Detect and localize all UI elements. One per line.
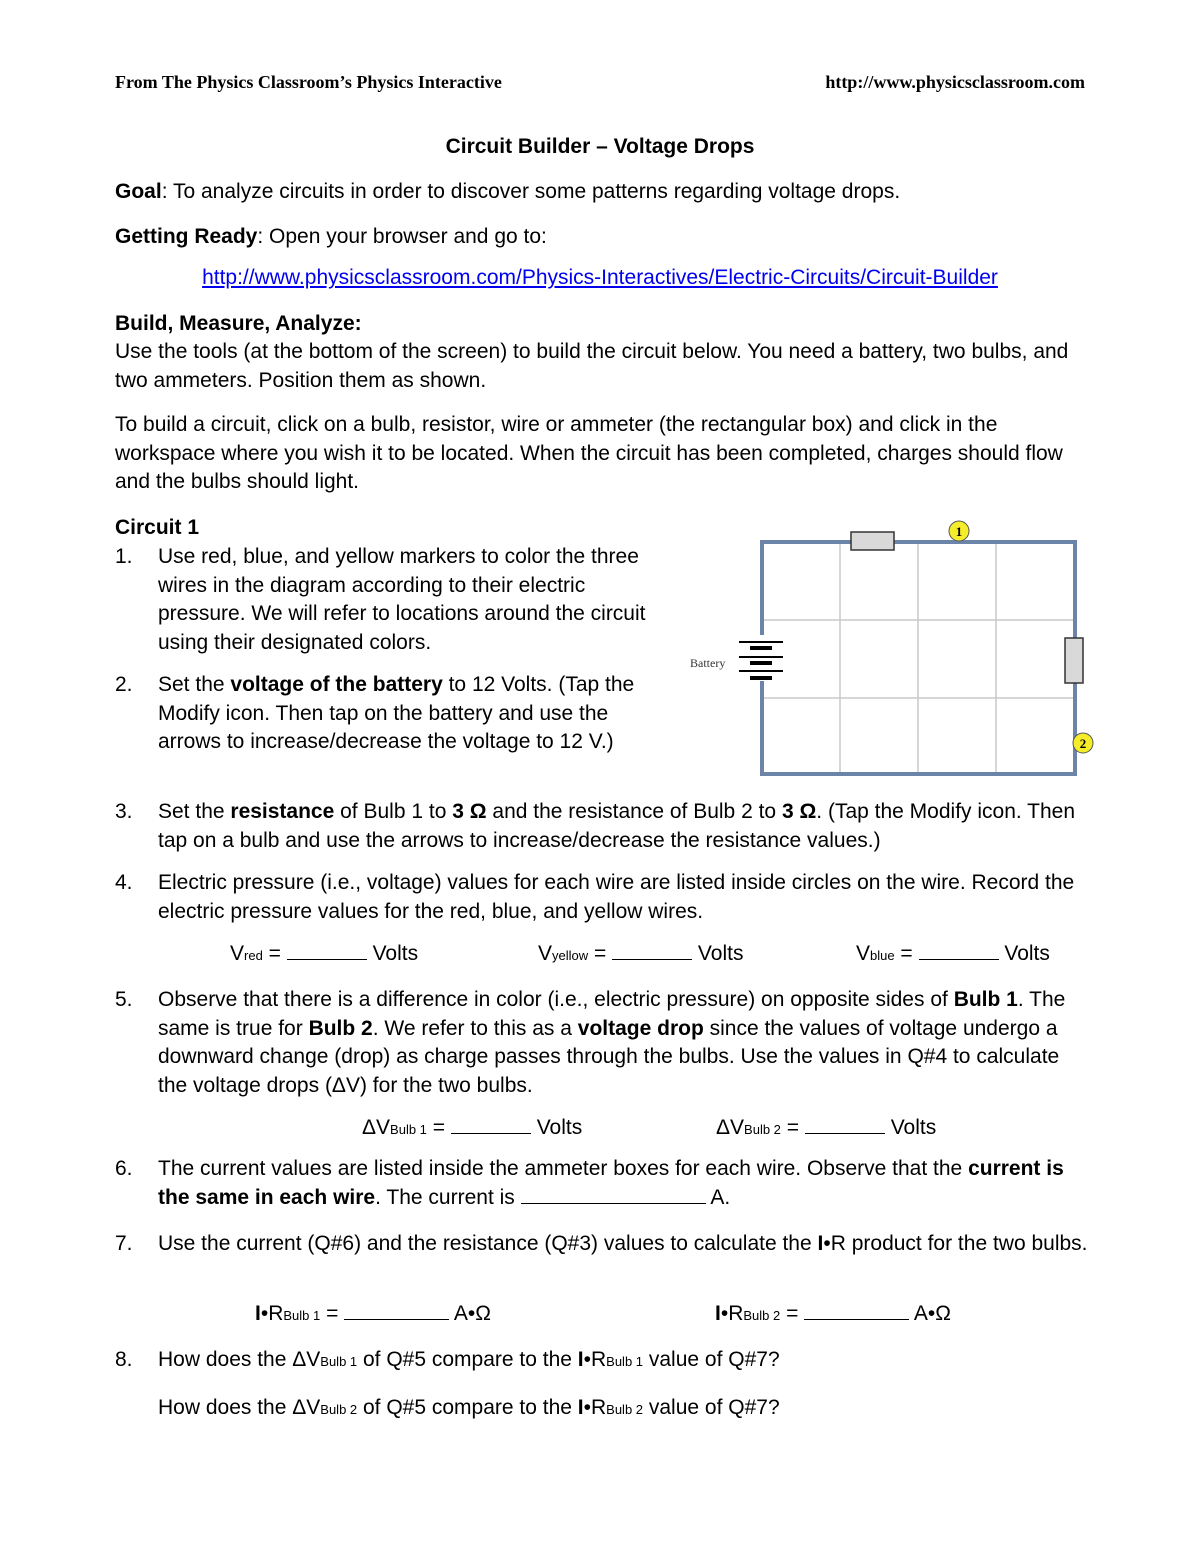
q8b-mid: of Q#5 compare to the: [357, 1396, 578, 1419]
goal-paragraph: [115, 178, 900, 207]
item-2-pre: Set the: [158, 673, 231, 696]
ir-bulb1-i: I: [255, 1302, 261, 1325]
q8b-sub: Bulb 2: [320, 1402, 358, 1417]
ir-bulb1-sub: Bulb 1: [283, 1308, 321, 1323]
v-red-eq: =: [262, 942, 287, 965]
dv-bulb2-symbol: ΔV: [716, 1116, 745, 1139]
item-5-pre: Observe that there is a difference in color (i.e., electric pressure) on opposite sides of: [158, 988, 954, 1011]
dv-bulb1-blank[interactable]: [451, 1115, 531, 1134]
v-blue-unit: Volts: [998, 942, 1050, 965]
item-4-number: 4.: [115, 871, 133, 894]
q8a-pre: How does the ΔV: [158, 1348, 321, 1371]
marker-1-label: 1: [955, 524, 963, 539]
dv-bulb1-sub: Bulb 1: [390, 1122, 427, 1137]
v-blue-blank[interactable]: [919, 941, 999, 960]
item-5-bold: Bulb 1: [953, 988, 1018, 1011]
build-heading: Build, Measure, Analyze:: [115, 312, 362, 335]
item-6-text: [158, 1155, 1093, 1212]
item-3-text: [158, 798, 1098, 855]
q8a-post: value of Q#7?: [643, 1348, 780, 1371]
v-yellow-equation: [538, 940, 743, 970]
q8a-bold: I: [577, 1348, 584, 1371]
v-blue-equation: [856, 940, 1050, 970]
item-2-bold: voltage of the battery: [230, 673, 443, 696]
item-3-bold2: 3 Ω: [452, 800, 487, 823]
item-5-post: since the values of voltage undergo a downward change (drop) as charge passes through the bulbs. Use the values in Q#4 to calculate the voltage drops (ΔV) for the two bulbs.: [158, 1016, 1060, 1097]
ir-bulb2-i: I: [715, 1302, 721, 1325]
bulb-1-component: [851, 532, 894, 550]
item-7-number: 7.: [115, 1232, 133, 1255]
ir-bulb2-unit: A•Ω: [909, 1302, 951, 1325]
dv-bulb1-symbol: ΔV: [362, 1116, 391, 1139]
goal-text: : To analyze circuits in order to discover some patterns regarding voltage drops.: [161, 180, 901, 203]
item-3-bold3: 3 Ω: [781, 800, 817, 823]
q8b-mid2: •R: [583, 1396, 607, 1419]
dv-bulb2-eq: =: [780, 1116, 805, 1139]
v-blue-symbol: V: [856, 942, 871, 965]
dv-bulb2-equation: [716, 1114, 936, 1144]
dv-bulb2-blank[interactable]: [805, 1115, 885, 1134]
item-3-mid2: and the resistance of Bulb 2 to: [486, 800, 782, 823]
q8b-post: value of Q#7?: [643, 1396, 780, 1419]
ir-bulb1-blank[interactable]: [344, 1301, 449, 1320]
build-paragraph-1: Use the tools (at the bottom of the screen) to build the circuit below. You need a battery, two bulbs, and two ammeters. Position them as shown.: [115, 340, 1069, 392]
bulb-2-component: [1065, 638, 1083, 683]
build-paragraph-2: To build a circuit, click on a bulb, resistor, wire or ammeter (the rectangular box) and click in the workspace where you wish it to be located. When the circuit has been completed, charges should flow and the bulbs should light.: [115, 413, 1063, 493]
item-5-number: 5.: [115, 988, 133, 1011]
q8b-bold: I: [577, 1396, 584, 1419]
item-3-post: . (Tap the Modify icon. Then tap on a bulb and use the arrows to increase/decrease the resistance values.): [158, 800, 1076, 852]
item-5-bold2: Bulb 2: [308, 1016, 373, 1040]
item-3-number: 3.: [115, 800, 133, 823]
q8a-mid: of Q#5 compare to the: [357, 1348, 578, 1371]
v-yellow-sub: yellow: [552, 948, 589, 963]
item-4-text: Electric pressure (i.e., voltage) values for each wire are listed inside circles on the wire. Record the electric pressure values for the red, blue, and yellow wires.: [158, 871, 1075, 923]
dv-bulb1-equation: [362, 1114, 582, 1144]
item-8-question-1: [158, 1346, 1098, 1377]
ir-bulb1-equation: [255, 1300, 491, 1330]
circuit-diagram-svg: [680, 510, 1100, 790]
item-8-number: 8.: [115, 1348, 133, 1371]
item-7-mid: •R product for the two bulbs.: [823, 1232, 1088, 1255]
item-3-bold: resistance: [230, 800, 335, 823]
ir-bulb2-blank[interactable]: [804, 1301, 909, 1320]
getting-ready-label: Getting Ready: [115, 225, 258, 248]
item-7-pre: Use the current (Q#6) and the resistance (Q#3) values to calculate the: [158, 1232, 818, 1255]
item-2-number: 2.: [115, 673, 133, 696]
q8b-sub2: Bulb 2: [606, 1402, 644, 1417]
v-yellow-blank[interactable]: [612, 941, 692, 960]
item-6-number: 6.: [115, 1157, 133, 1180]
v-yellow-unit: Volts: [692, 942, 744, 965]
v-blue-eq: =: [894, 942, 919, 965]
page-title: Circuit Builder – Voltage Drops: [445, 135, 755, 158]
q8a-sub: Bulb 1: [320, 1354, 358, 1369]
item-3-pre: Set the: [158, 800, 231, 823]
item-3-mid: of Bulb 1 to: [334, 800, 453, 823]
ir-bulb2-sub: Bulb 2: [743, 1308, 781, 1323]
ir-bulb1-unit: A•Ω: [449, 1302, 491, 1325]
circuit-builder-link[interactable]: http://www.physicsclassroom.com/Physics-Interactives/Electric-Circuits/Circuit-Builder: [202, 266, 998, 289]
item-7-text: [158, 1230, 1098, 1259]
item-5-mid2: . We refer to this as a: [372, 1016, 578, 1040]
ir-bulb2-r: •R: [720, 1302, 744, 1325]
item-6-post: . The current is: [375, 1185, 515, 1209]
item-5-mid: . The same is true for: [158, 988, 1066, 1040]
item-1-text: Use red, blue, and yellow markers to color the three wires in the diagram according to their electric pressure. We will refer to locations around the circuit using their designated colors.: [158, 545, 646, 654]
ir-bulb1-eq: =: [320, 1302, 345, 1325]
header-url: http://www.physicsclassroom.com: [825, 72, 1085, 92]
v-red-symbol: V: [230, 942, 245, 965]
v-red-equation: [230, 940, 418, 970]
item-1-number: 1.: [115, 545, 133, 568]
q8a-sub2: Bulb 1: [606, 1354, 644, 1369]
item-2-text: [158, 671, 638, 757]
item-7-bold: I: [817, 1232, 824, 1255]
dv-bulb2-sub: Bulb 2: [744, 1122, 781, 1137]
dv-bulb1-unit: Volts: [530, 1116, 583, 1139]
v-blue-sub: blue: [870, 948, 895, 963]
item-8-question-2: [158, 1394, 1098, 1425]
dv-bulb2-unit: Volts: [884, 1116, 937, 1139]
item-6-bold: current is the same in each wire: [158, 1157, 1064, 1209]
marker-2-label: 2: [1079, 736, 1087, 751]
circuit-diagram: [680, 510, 1100, 790]
q8b-pre: How does the ΔV: [158, 1396, 321, 1419]
grid-lines: [763, 542, 1075, 773]
dv-bulb1-eq: =: [426, 1116, 451, 1139]
v-red-unit: Volts: [366, 942, 419, 965]
v-yellow-symbol: V: [538, 942, 553, 965]
getting-ready-paragraph: [115, 223, 547, 252]
q8a-mid2: •R: [583, 1348, 607, 1371]
ir-bulb2-equation: [715, 1300, 951, 1330]
item-6-pre: The current values are listed inside the ammeter boxes for each wire. Observe that the: [158, 1157, 969, 1180]
v-red-sub: red: [244, 948, 263, 963]
goal-label: Goal: [115, 180, 162, 203]
ir-bulb1-r: •R: [260, 1302, 284, 1325]
circuit-1-heading: Circuit 1: [115, 516, 200, 539]
battery-label: Battery: [690, 656, 726, 670]
v-red-blank[interactable]: [287, 941, 367, 960]
item-2-post: to 12 Volts. (Tap the Modify icon. Then tap on the battery and use the arrows to increase/decrease the voltage to 12 V.): [158, 673, 635, 753]
item-5-text: [158, 986, 1093, 1100]
header-source: From The Physics Classroom’s Physics Interactive: [115, 72, 502, 92]
current-unit: A.: [710, 1185, 731, 1209]
current-blank[interactable]: [521, 1185, 706, 1204]
item-5-bold3: voltage drop: [577, 1016, 704, 1040]
getting-ready-text: : Open your browser and go to:: [257, 225, 547, 248]
v-yellow-eq: =: [588, 942, 613, 965]
ir-bulb2-eq: =: [780, 1302, 805, 1325]
